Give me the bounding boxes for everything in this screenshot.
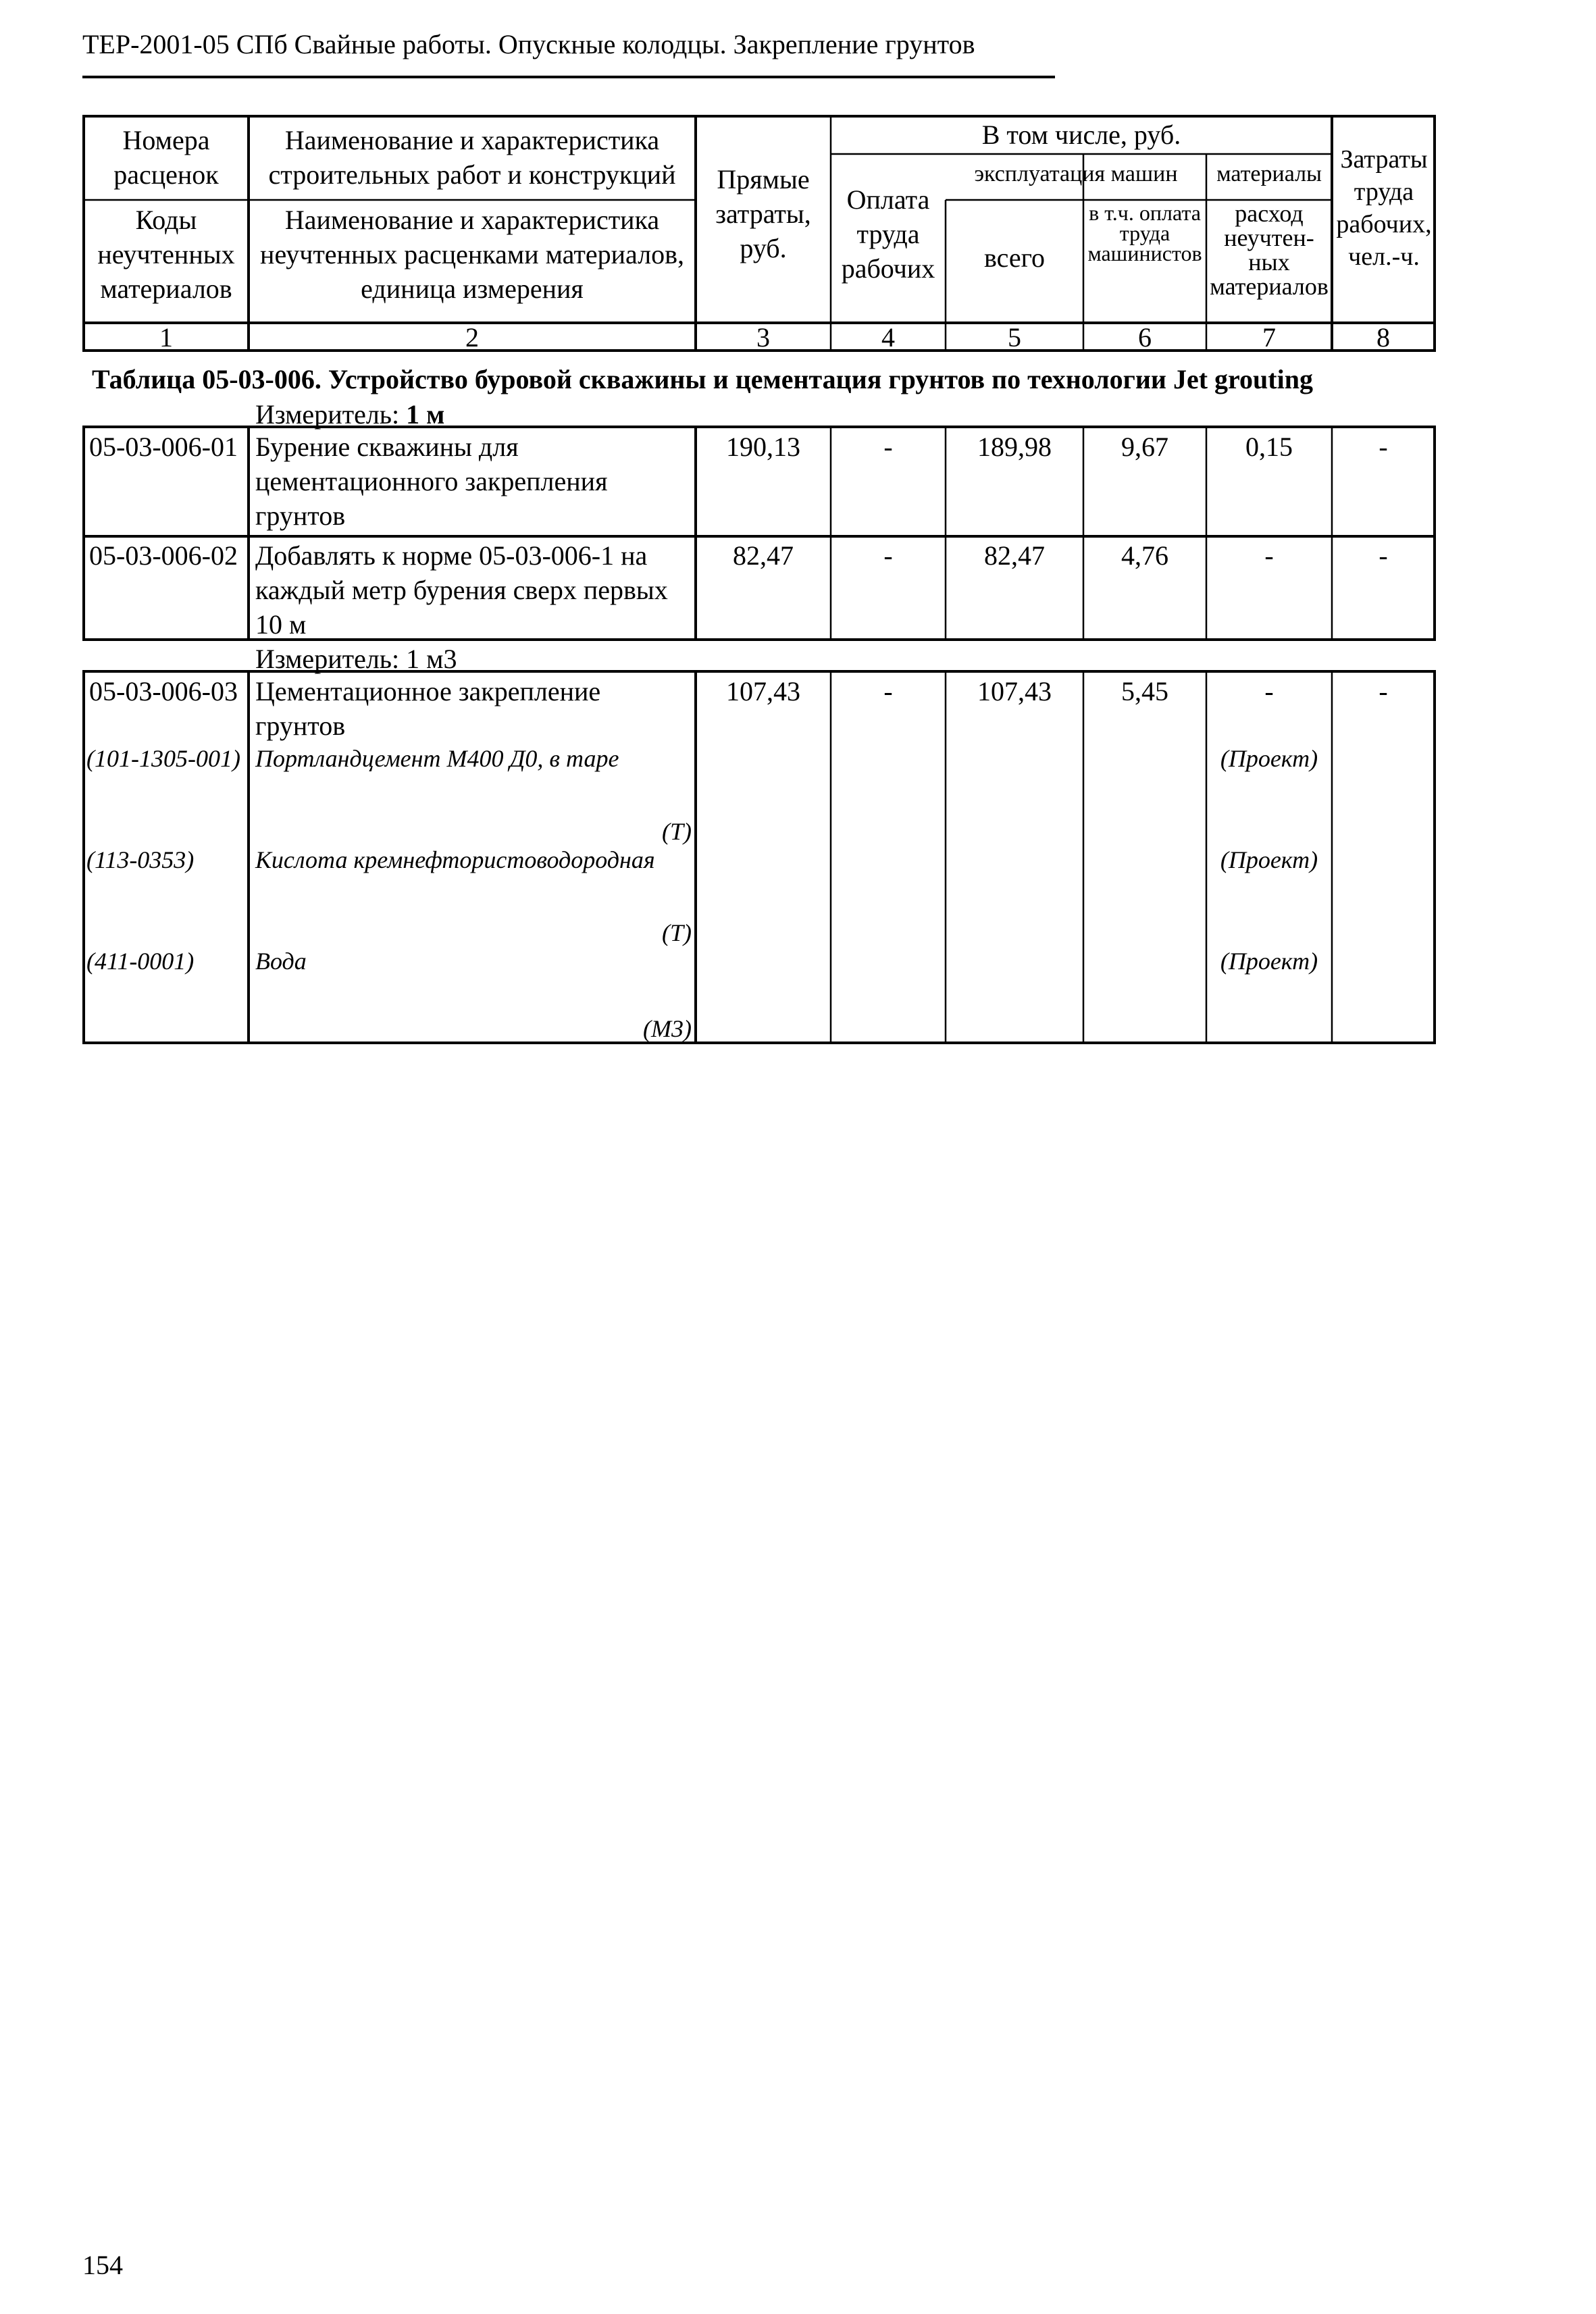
column-number-8: 8 bbox=[1376, 322, 1390, 353]
row3-operator-pay: 5,45 bbox=[1121, 676, 1168, 706]
header-col6-operator-pay: в т.ч. оплата труда машинистов bbox=[1087, 201, 1202, 265]
material1-qty: (Проект) bbox=[1220, 745, 1318, 772]
material2-unit: (Т) bbox=[662, 919, 692, 946]
column-number-7: 7 bbox=[1262, 322, 1276, 353]
column-number-2: 2 bbox=[465, 322, 479, 353]
column-number-3: 3 bbox=[756, 322, 770, 353]
row2-direct-costs: 82,47 bbox=[733, 540, 794, 571]
unit-label-1 bbox=[255, 397, 444, 432]
row1-direct-costs: 190,13 bbox=[726, 432, 800, 462]
header-col1-material-codes: Коды неучтенных материалов bbox=[97, 205, 235, 304]
row2-labor-pay: - bbox=[883, 540, 893, 571]
material1-name: Портландцемент М400 Д0, в таре bbox=[255, 745, 619, 772]
row1-labor-hours: - bbox=[1379, 432, 1388, 462]
header-col5-total: всего bbox=[983, 242, 1046, 273]
row3-labor-hours: - bbox=[1379, 676, 1388, 706]
column-number-4: 4 bbox=[881, 322, 895, 353]
header-col8-labor-hours: Затраты труда рабочих, чел.-ч. bbox=[1336, 145, 1432, 271]
header-machines: эксплуатация машин bbox=[974, 161, 1178, 186]
row3-materials: - bbox=[1264, 676, 1274, 706]
material3-unit: (М3) bbox=[643, 1015, 692, 1042]
row2-labor-hours: - bbox=[1379, 540, 1388, 571]
row2-machines-total: 82,47 bbox=[984, 540, 1045, 571]
header-col7-unaccounted-materials: расход неучтен-ных материалов bbox=[1210, 200, 1329, 300]
page-number: 154 bbox=[82, 2250, 123, 2280]
row1-operator-pay: 9,67 bbox=[1121, 432, 1168, 462]
header-group-including: В том числе, руб. bbox=[981, 120, 1181, 150]
unit-label-1-text: Измеритель: bbox=[255, 399, 407, 430]
row3-code: 05-03-006-03 bbox=[89, 676, 238, 706]
row2-materials: - bbox=[1264, 540, 1274, 571]
row2-code: 05-03-006-02 bbox=[89, 540, 238, 571]
row2-operator-pay: 4,76 bbox=[1121, 540, 1168, 571]
row1-labor-pay: - bbox=[883, 432, 893, 462]
row3-labor-pay: - bbox=[883, 676, 893, 706]
material3-code: (411-0001) bbox=[86, 948, 195, 975]
material1-code: (101-1305-001) bbox=[86, 745, 240, 772]
material1-unit: (Т) bbox=[662, 818, 692, 845]
row3-name: Цементационное закрепление грунтов bbox=[255, 676, 601, 741]
row1-code: 05-03-006-01 bbox=[89, 432, 238, 462]
header-col2-material-name: Наименование и характеристика неучтенных расценками материалов, единица измерения bbox=[260, 205, 684, 304]
material2-code: (113-0353) bbox=[86, 846, 195, 873]
row1-machines-total: 189,98 bbox=[977, 432, 1052, 462]
header-col4-labor-pay: Оплата труда рабочих bbox=[841, 184, 935, 284]
header-col1-rates: Номера расценок bbox=[113, 125, 219, 190]
row1-name: Бурение скважины для цементационного закрепления грунтов bbox=[255, 432, 608, 531]
row1-materials: 0,15 bbox=[1245, 432, 1293, 462]
header-col3-direct-costs: Прямые затраты, руб. bbox=[715, 164, 811, 263]
header-materials: материалы bbox=[1216, 161, 1322, 186]
material3-qty: (Проект) bbox=[1220, 948, 1318, 975]
unit-label-2: Измеритель: 1 м3 bbox=[255, 644, 457, 674]
column-number-1: 1 bbox=[159, 322, 173, 353]
header-col2-work-name: Наименование и характеристика строительных работ и конструкций bbox=[268, 125, 676, 190]
row2-name: Добавлять к норме 05-03-006-1 на каждый метр бурения сверх первых 10 м bbox=[255, 540, 668, 640]
material2-name: Кислота кремнефтористоводородная bbox=[255, 846, 655, 873]
material3-name: Вода bbox=[255, 948, 307, 975]
section-table-title: Таблица 05-03-006. Устройство буровой скважины и цементация грунтов по технологии Jet grouting bbox=[92, 364, 1313, 394]
column-number-5: 5 bbox=[1008, 322, 1021, 353]
row3-direct-costs: 107,43 bbox=[726, 676, 800, 706]
material2-qty: (Проект) bbox=[1220, 846, 1318, 873]
page-header-title: ТЕР-2001-05 СПб Свайные работы. Опускные колодцы. Закрепление грунтов bbox=[82, 29, 975, 59]
row3-machines-total: 107,43 bbox=[977, 676, 1052, 706]
unit-label-1-value: 1 м bbox=[406, 399, 445, 430]
column-number-6: 6 bbox=[1138, 322, 1152, 353]
